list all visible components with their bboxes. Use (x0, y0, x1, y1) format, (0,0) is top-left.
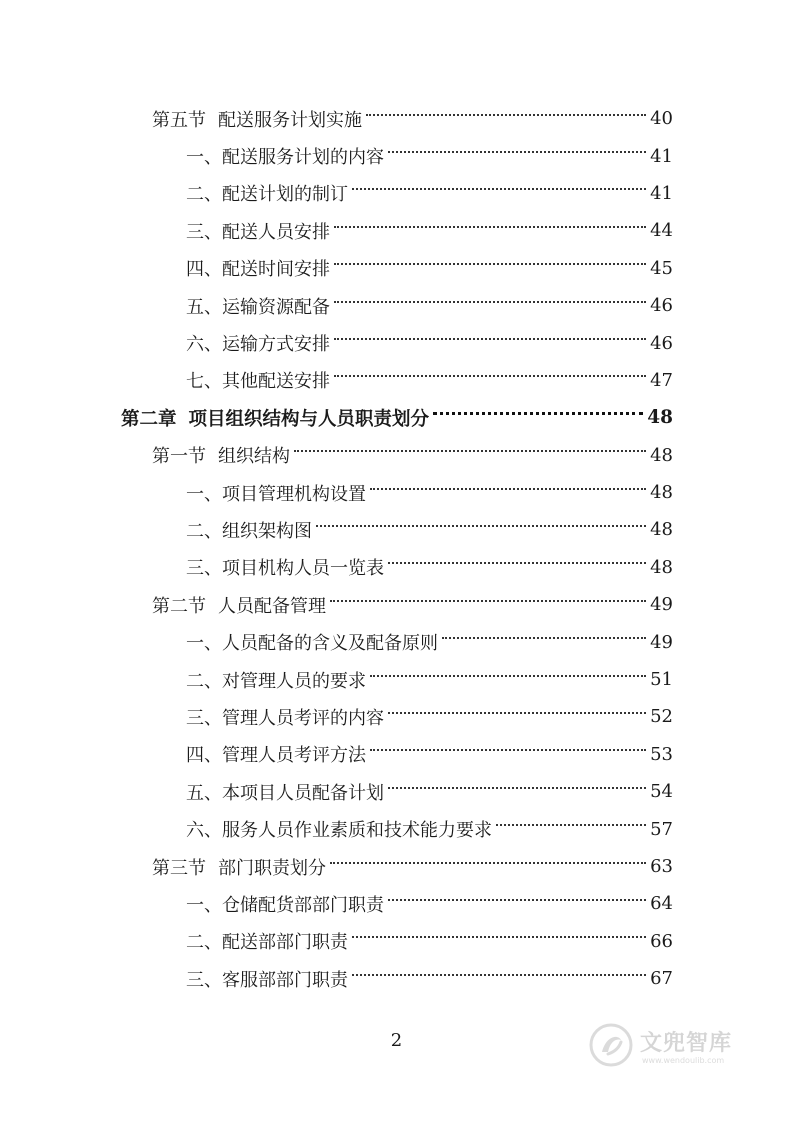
toc-subsection-entry[interactable] (0, 250, 793, 287)
toc-dot-leader (388, 899, 646, 901)
toc-entry-number: 三、 (186, 221, 222, 243)
toc-entry-page: 64 (650, 893, 673, 915)
toc-entry-number: 二、 (186, 520, 222, 542)
toc-dot-leader (334, 375, 646, 377)
toc-entry-number: 三、 (186, 558, 222, 580)
toc-entry-number: 四、 (186, 259, 222, 281)
toc-dot-leader (334, 338, 646, 340)
toc-entry-page: 54 (650, 781, 673, 803)
watermark (588, 1018, 758, 1078)
toc-entry-number: 二、 (186, 932, 222, 954)
toc-subsection-entry[interactable] (0, 549, 793, 586)
toc-dot-leader (334, 226, 646, 228)
toc-entry-page: 52 (650, 706, 673, 728)
toc-subsection-entry[interactable] (0, 137, 793, 174)
toc-section-entry[interactable] (0, 100, 793, 137)
toc-entry-page: 63 (650, 856, 673, 877)
toc-subsection-entry[interactable] (0, 810, 793, 847)
toc-subsection-entry[interactable] (0, 362, 793, 399)
toc-subsection-entry[interactable] (0, 923, 793, 960)
toc-entry-title: 配送服务计划实施 (218, 109, 362, 131)
toc-dot-leader (330, 600, 646, 602)
toc-entry-title: 对管理人员的要求 (222, 670, 366, 692)
toc-subsection-entry[interactable] (0, 698, 793, 735)
toc-chapter-entry[interactable] (0, 399, 793, 436)
toc-entry-number: 第五节 (152, 109, 206, 131)
toc-entry-page: 44 (650, 220, 673, 242)
watermark-text: 文兜智库 (640, 1031, 733, 1056)
toc-entry-title: 管理人员考评的内容 (222, 707, 384, 729)
toc-entry-page: 45 (650, 257, 673, 279)
toc-entry-number: 六、 (186, 820, 222, 842)
toc-entry-title: 配送人员安排 (222, 221, 330, 243)
toc-entry-number: 一、 (186, 894, 222, 916)
toc-dot-leader (352, 974, 646, 976)
toc-entry-page: 51 (650, 669, 673, 691)
toc-entry-page: 41 (650, 182, 673, 204)
toc-dot-leader (388, 151, 646, 153)
toc-entry-title: 仓储配货部部门职责 (222, 894, 384, 916)
toc-entry-title: 项目组织结构与人员职责划分 (188, 408, 430, 430)
toc-entry-number: 第二节 (152, 595, 206, 617)
toc-subsection-entry[interactable] (0, 736, 793, 773)
toc-dot-leader (352, 188, 646, 190)
toc-dot-leader (388, 787, 646, 789)
toc-entry-number: 六、 (186, 334, 222, 356)
toc-dot-leader (352, 936, 646, 938)
toc-dot-leader (442, 637, 646, 639)
toc-entry-page: 48 (647, 407, 673, 429)
toc-entry-page: 57 (650, 818, 673, 840)
toc-dot-leader (334, 301, 646, 303)
toc-dot-leader (366, 114, 646, 116)
toc-subsection-entry[interactable] (0, 960, 793, 997)
toc-dot-leader (496, 824, 646, 826)
toc-entry-page: 46 (650, 332, 673, 354)
toc-entry-number: 五、 (186, 296, 222, 318)
toc-entry-title: 本项目人员配备计划 (222, 782, 384, 804)
watermark-url: www.wendoulib.com (642, 1056, 725, 1065)
toc-entry-title: 运输资源配备 (222, 296, 330, 318)
toc-entry-page: 67 (650, 968, 673, 990)
toc-entry-title: 配送服务计划的内容 (222, 147, 384, 169)
toc-dot-leader (388, 712, 646, 714)
toc-entry-title: 服务人员作业素质和技术能力要求 (222, 820, 492, 842)
toc-entry-page: 48 (650, 482, 673, 504)
toc-entry-number: 三、 (186, 707, 222, 729)
toc-entry-page: 66 (650, 930, 673, 952)
toc-entry-title: 人员配备管理 (218, 595, 326, 617)
toc-entry-number: 第二章 (121, 408, 177, 430)
toc-entry-page: 48 (650, 519, 673, 541)
toc-entry-number: 一、 (186, 147, 222, 169)
toc-entry-number: 四、 (186, 745, 222, 767)
toc-entry-title: 项目管理机构设置 (222, 483, 366, 505)
toc-entry-page: 48 (650, 444, 673, 466)
toc-entry-title: 配送时间安排 (222, 259, 330, 281)
toc-entry-title: 客服部部门职责 (222, 969, 348, 991)
toc-entry-page: 47 (650, 369, 673, 391)
toc-entry-number: 第三节 (152, 857, 206, 879)
toc-entry-title: 其他配送安排 (222, 371, 330, 393)
toc-entry-number: 一、 (186, 483, 222, 505)
toc-subsection-entry[interactable] (0, 773, 793, 810)
toc-entry-number: 二、 (186, 670, 222, 692)
toc-entry-page: 49 (650, 594, 673, 616)
toc-subsection-entry[interactable] (0, 212, 793, 249)
toc-entry-page: 53 (650, 743, 673, 765)
toc-entry-title: 配送计划的制订 (222, 184, 348, 206)
toc-subsection-entry[interactable] (0, 661, 793, 698)
toc-entry-number: 二、 (186, 184, 222, 206)
toc-dot-leader (294, 450, 646, 452)
toc-subsection-entry[interactable] (0, 287, 793, 324)
toc-subsection-entry[interactable] (0, 175, 793, 212)
toc-entry-page: 49 (650, 631, 673, 653)
toc-subsection-entry[interactable] (0, 511, 793, 548)
toc-entry-number: 五、 (186, 782, 222, 804)
wendou-logo-icon (588, 1022, 634, 1068)
toc-entry-title: 组织架构图 (222, 520, 312, 542)
toc-entry-number: 第一节 (152, 446, 206, 468)
toc-entry-number: 一、 (186, 633, 222, 655)
toc-entry-number: 七、 (186, 371, 222, 393)
toc-entry-title: 配送部部门职责 (222, 932, 348, 954)
table-of-contents (0, 100, 793, 997)
toc-dot-leader (433, 412, 643, 415)
toc-entry-page: 40 (650, 108, 673, 130)
toc-entry-title: 管理人员考评方法 (222, 745, 366, 767)
toc-entry-page: 46 (650, 295, 673, 317)
toc-dot-leader (388, 562, 646, 564)
toc-dot-leader (334, 263, 646, 265)
toc-entry-page: 48 (650, 556, 673, 578)
toc-subsection-entry[interactable] (0, 324, 793, 361)
toc-section-entry[interactable] (0, 848, 793, 885)
toc-entry-number: 三、 (186, 969, 222, 991)
toc-subsection-entry[interactable] (0, 474, 793, 511)
toc-entry-title: 部门职责划分 (218, 857, 326, 879)
toc-entry-title: 人员配备的含义及配备原则 (222, 633, 438, 655)
toc-dot-leader (370, 675, 646, 677)
toc-dot-leader (330, 862, 646, 864)
toc-section-entry[interactable] (0, 586, 793, 623)
toc-entry-title: 项目机构人员一览表 (222, 558, 384, 580)
toc-section-entry[interactable] (0, 437, 793, 474)
toc-dot-leader (370, 488, 646, 490)
toc-entry-title: 运输方式安排 (222, 334, 330, 356)
toc-dot-leader (316, 525, 646, 527)
toc-entry-page: 41 (650, 145, 673, 167)
toc-dot-leader (370, 749, 646, 751)
page-number: 2 (390, 1030, 403, 1051)
toc-subsection-entry[interactable] (0, 623, 793, 660)
toc-subsection-entry[interactable] (0, 885, 793, 922)
toc-entry-title: 组织结构 (218, 446, 290, 468)
